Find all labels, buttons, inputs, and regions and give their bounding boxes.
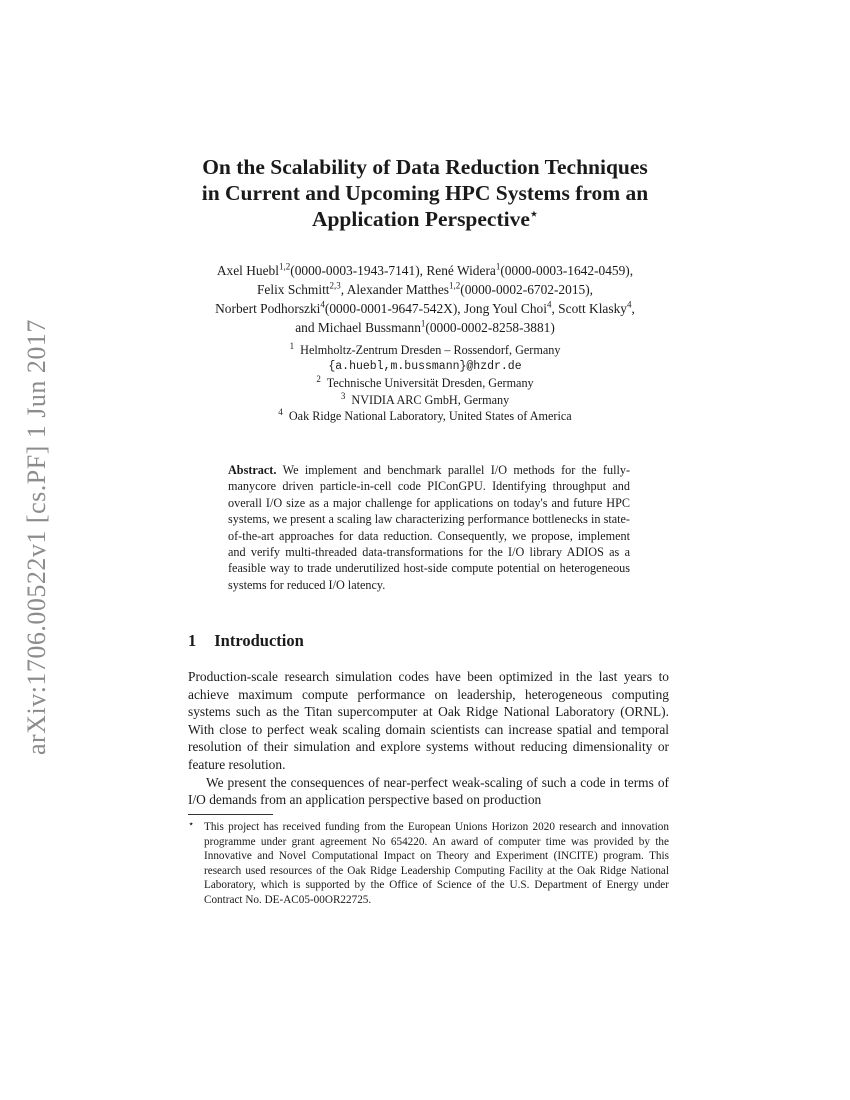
footnote-rule [188, 814, 273, 815]
title-line: On the Scalability of Data Reduction Techniques [202, 155, 648, 179]
affiliation-number: 2 [316, 373, 321, 384]
section-body [188, 668, 669, 809]
author-affiliation-number: 1 [495, 261, 501, 272]
title-line-text: Application Perspective [311, 207, 530, 231]
title-footnote-mark: ⋆ [529, 205, 539, 221]
author-affiliation-number: 2,3 [329, 280, 341, 291]
author-line [150, 280, 700, 299]
author-list [150, 261, 700, 337]
affiliation-text: Oak Ridge National Laboratory, United States of America [288, 409, 572, 423]
author-separator: , [551, 301, 559, 316]
author-separator: , [340, 282, 347, 297]
author-name: Jong Youl Choi [463, 301, 547, 316]
footnote-mark: ⋆ [188, 819, 195, 830]
footnote [188, 820, 669, 908]
affiliation [150, 342, 700, 359]
author-name: René Widera [426, 263, 496, 278]
author-name: Felix Schmitt [256, 282, 330, 297]
author-affiliation-number: 1,2 [449, 280, 461, 291]
section-heading [188, 631, 304, 651]
body-paragraph: We present the consequences of near-perfect weak-scaling of such a code in terms of I/O demands from an application perspective based on production [188, 774, 669, 808]
affiliation-number: 4 [278, 406, 283, 417]
author-orcid: (0000-0001-9647-542X), [324, 301, 464, 316]
paper-title [150, 154, 700, 232]
affiliation-list [150, 342, 700, 425]
author-affiliation-number: 4 [546, 299, 552, 310]
affiliation-number: 1 [289, 340, 295, 351]
author-separator: , [631, 301, 635, 316]
affiliation-text: Technische Universität Dresden, Germany [326, 376, 534, 390]
author-name: Alexander Matthes [346, 282, 449, 297]
author-line [150, 318, 700, 337]
author-name: Norbert Podhorszki [215, 301, 321, 316]
author-affiliation-number: 1,2 [278, 261, 291, 272]
author-orcid: (0000-0003-1642-0459), [500, 263, 634, 278]
body-paragraph: Production-scale research simulation codes have been optimized in the last years to achieve maximum compute performance on leadership, heterogeneous computing systems such as the Titan supercomputer at Oak Ridge National Laboratory (ORNL). With close to perfect weak scaling domain scientists can increase spatial and temporal resolution of their simulation and explore systems without reducing dimensionality or feature resolution. [188, 669, 669, 772]
affiliation-text: NVIDIA ARC GmbH, Germany [351, 392, 510, 407]
title-line [150, 206, 700, 232]
abstract [228, 462, 630, 593]
author-affiliation-number: 1 [420, 318, 426, 329]
author-orcid: (0000-0002-6702-2015), [460, 282, 594, 297]
footnote-text: This project has received funding from the European Unions Horizon 2020 research and innovation programme under grant agreement No 654220. An award of computer time was provided by the Innovative and Novel Computational Impact on Theory and Experiment (INCITE) program. This research used resources of the Oak Ridge Leadership Computing Facility at the Oak Ridge National Laboratory, which is supported by the Office of Science of the U.S. Department of Energy under Contract No. DE-AC05-00OR22725. [204, 821, 669, 906]
contact-email: {a.huebl,m.bussmann}@hzdr.de [328, 359, 522, 373]
author-affiliation-number: 4 [626, 299, 632, 310]
author-line [150, 261, 700, 280]
arxiv-identifier-stamp: arXiv:1706.00522v1 [cs.PF] 1 Jun 2017 [22, 319, 51, 756]
section-title: Introduction [214, 631, 304, 650]
affiliation [150, 392, 700, 409]
affiliation-number: 3 [340, 390, 346, 401]
author-line [150, 299, 700, 318]
abstract-text: We implement and benchmark parallel I/O methods for the fully-manycore driven particle-in-cell code PIConGPU. Identifying throughput and overall I/O size as a major challenge for applications on today's and future HPC systems, we present a scaling law characterizing performance bottlenecks in state-of-the-art approaches for data reduction. Consequently, we propose, implement and verify multi-threaded data-transformations for the I/O library ADIOS as a feasible way to trade underutilized host-side compute potential on heterogeneous systems for reduced I/O latency. [228, 463, 630, 592]
author-orcid: (0000-0002-8258-3881) [425, 320, 555, 335]
author-name: Scott Klasky [558, 301, 627, 316]
author-orcid: (0000-0003-1943-7141), [290, 263, 427, 278]
affiliation-text: Helmholtz-Zentrum Dresden – Rossendorf, Germany [300, 343, 561, 357]
author-name: and Michael Bussmann [295, 320, 421, 335]
section-number: 1 [188, 631, 197, 650]
affiliation [150, 375, 700, 392]
abstract-label: Abstract. [228, 463, 277, 477]
title-line: in Current and Upcoming HPC Systems from an [201, 181, 649, 205]
author-affiliation-number: 4 [320, 299, 325, 310]
author-name: Axel Huebl [216, 263, 279, 278]
affiliation [150, 408, 700, 425]
